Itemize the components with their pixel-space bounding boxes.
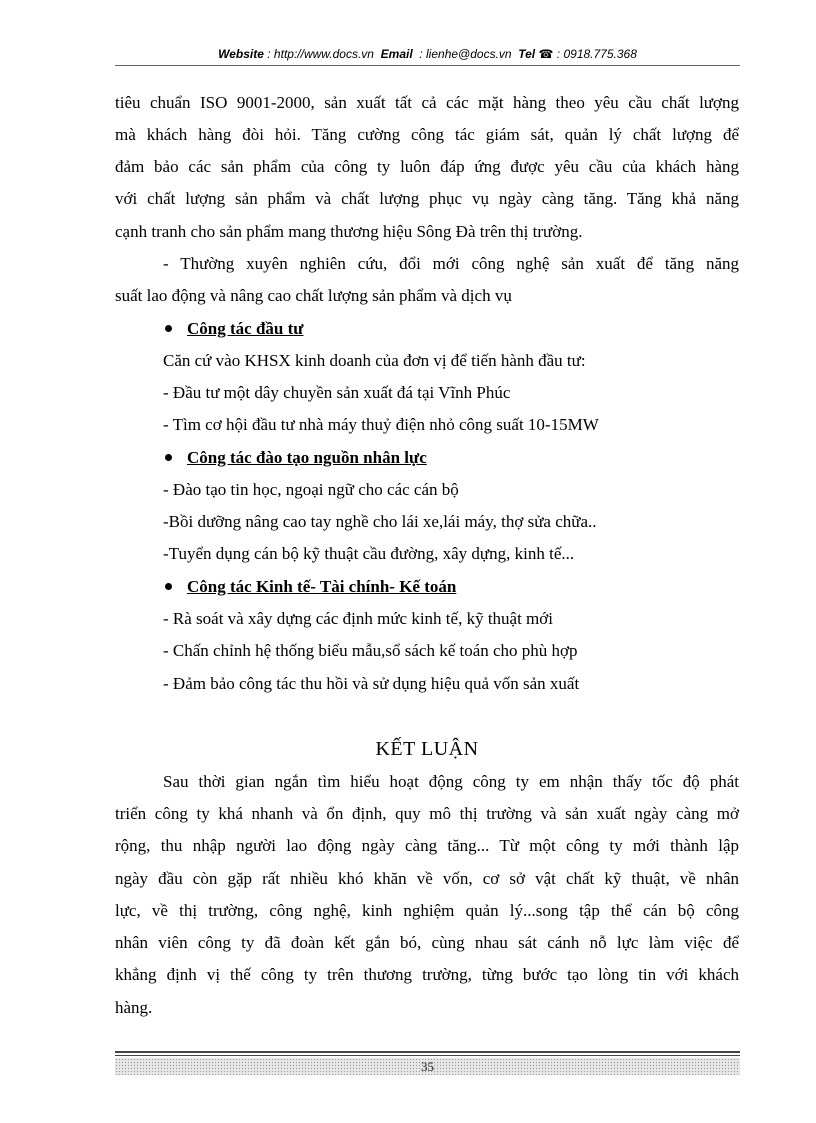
list-item: - Đầu tư một dây chuyền sản xuất đá tại Vĩnh Phúc [163,383,511,402]
email-label: Email [380,47,413,61]
list-item: - Đào tạo tin học, ngoại ngữ cho các cán bộ [163,480,459,499]
paragraph-line: hàng. [115,998,153,1017]
paragraph-line: triển công ty khá nhanh và ổn định, quy mô thị trường và sản xuất ngày càng mở [115,804,739,823]
paragraph-line: Sau thời gian ngắn tìm hiểu hoạt động công ty em nhận thấy tốc độ phát [163,772,739,791]
section-heading-text: Công tác Kinh tế- Tài chính- Kế toán [187,577,457,596]
paragraph-line: với chất lượng sản phẩm và chất lượng phục vụ ngày càng tăng. Tăng khả năng [115,189,739,208]
paragraph-line: cạnh tranh cho sản phẩm mang thương hiệu Sông Đà trên thị trường. [115,222,583,241]
header-divider [115,65,740,66]
tel-label: Tel [518,47,536,61]
paragraph-line: - Thường xuyên nghiên cứu, đổi mới công nghệ sản xuất để tăng năng [163,254,739,273]
conclusion-title: KẾT LUẬN [375,738,479,760]
paragraph-line: Căn cứ vào KHSX kinh doanh của đơn vị để tiến hành đầu tư: [163,351,586,370]
paragraph-line: ngày đầu còn gặp rất nhiều khó khăn về vốn, cơ sở vật chất kỹ thuật, về nhân [115,869,739,888]
footer-divider [115,1055,740,1056]
list-item: - Tìm cơ hội đầu tư nhà máy thuỷ điện nhỏ công suất 10-15MW [163,415,599,434]
paragraph-line: đảm bảo các sản phẩm của công ty luôn đáp ứng được yêu cầu của khách hàng [115,157,739,176]
section-heading-finance [165,576,505,598]
website-label: Website [218,47,264,61]
tel-value: : 0918.775.368 [556,47,637,61]
list-item: - Chấn chỉnh hệ thống biểu mẫu,sổ sách kế toán cho phù hợp [163,641,578,660]
section-heading-training [165,447,465,469]
page-header [115,46,740,62]
paragraph-line: tiêu chuẩn ISO 9001-2000, sản xuất tất cả các mặt hàng theo yêu cầu chất lượng [115,93,739,112]
list-item: -Bồi dưỡng nâng cao tay nghề cho lái xe,lái máy, thợ sửa chữa.. [163,512,597,531]
bullet-icon [165,583,172,590]
website-value: : http://www.docs.vn [267,47,374,61]
paragraph-line: nhân viên công ty đã đoàn kết gắn bó, cùng nhau sát cánh nỗ lực làm việc để [115,933,739,952]
bullet-icon [165,454,172,461]
page-number: 35 [421,1059,434,1074]
paragraph-line: rộng, thu nhập người lao động ngày càng tăng... Từ một công ty mới thành lập [115,836,739,855]
paragraph-line: mà khách hàng đòi hỏi. Tăng cường công tác giám sát, quản lý chất lượng để [115,125,739,144]
paragraph-line: khẳng định vị thế công ty trên thương trường, từng bước tạo lòng tin với khách [115,965,739,984]
section-heading-investment [165,318,365,340]
paragraph-line: lực, về thị trường, công nghệ, kinh nghiệm quản lý...song tập thể cán bộ công [115,901,739,920]
list-item: - Rà soát và xây dựng các định mức kinh tế, kỹ thuật mới [163,609,553,628]
bullet-icon [165,325,172,332]
section-heading-text: Công tác đầu tư [187,319,304,338]
phone-icon: ☎ [538,47,554,61]
paragraph-line: suất lao động và nâng cao chất lượng sản phẩm và dịch vụ [115,286,512,305]
list-item: - Đảm bảo công tác thu hồi và sử dụng hiệu quả vốn sản xuất [163,674,580,693]
footer-divider [115,1051,740,1053]
email-value: : lienhe@docs.vn [419,47,512,61]
list-item: -Tuyển dụng cán bộ kỹ thuật cầu đường, xây dựng, kinh tế... [163,544,575,563]
section-heading-text: Công tác đào tạo nguồn nhân lực [187,448,427,467]
